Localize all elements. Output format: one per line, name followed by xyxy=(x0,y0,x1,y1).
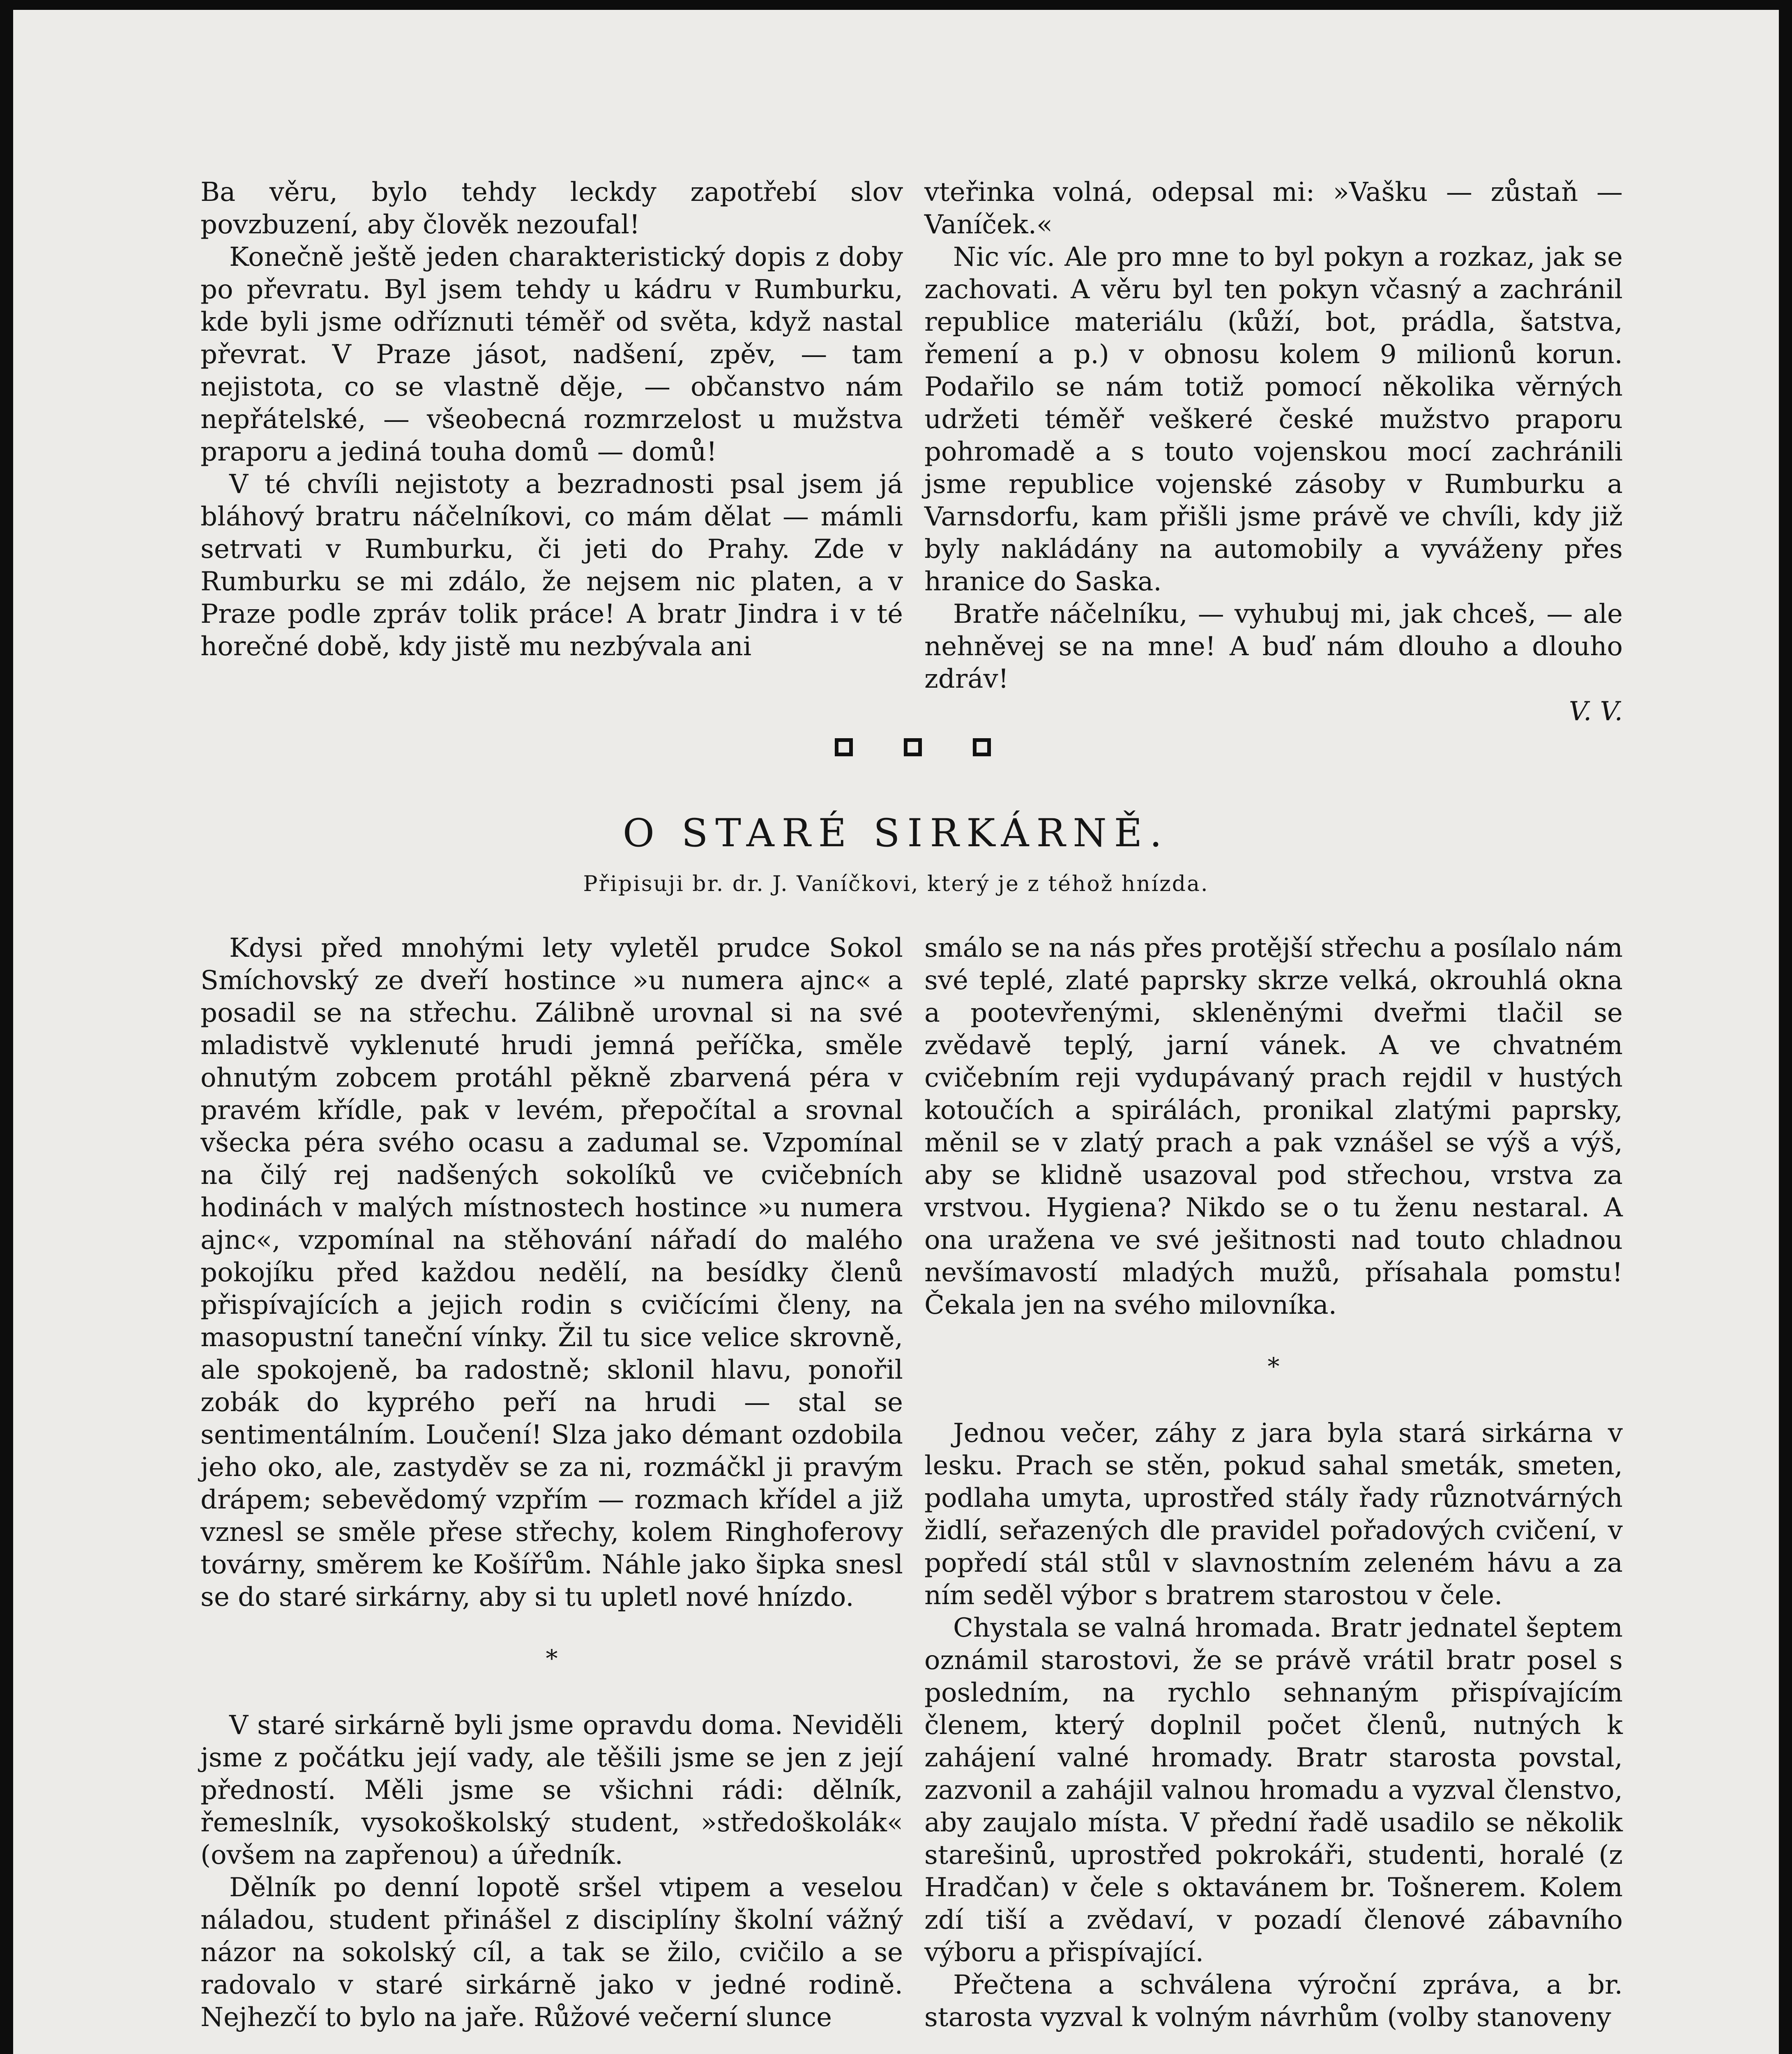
square-ornament-icon xyxy=(904,738,922,756)
paragraph: V staré sirkárně byli jsme opravdu doma. Neviděli jsme z počátku její vady, ale těšili jsme se jen z její předností. Měli jsme se všichni rádi: dělník, řemeslník, vysokoškolský student, »středoškolák« (ovšem na zapřenou) a úředník. xyxy=(200,1710,903,1870)
asterisk-divider: * xyxy=(1267,1352,1280,1380)
paragraph: smálo se na nás přes protější střechu a posílalo nám své teplé, zlaté paprsky skrze velká, okrouhlá okna a pootevřenými, skleněnými dveřmi tlačil se zvědavě teplý, jarní vánek. A ve chvatném cvičebním reji vydupávaný prach rejdil v hustých kotoučích a spirálách, pronikal zlatými paprsky, měnil se v zlatý prach a pak vznášel se výš a výš, aby se klidně usazoval pod střechou, vrstva za vrstvou. Hygiena? Nikdo se o tu ženu nestaral. A ona uražena ve své ješitnosti nad touto chladnou nevšímavostí mladých mužů, přísahala pomstu! Čekala jen na svého milovníka. xyxy=(924,933,1623,1320)
paragraph: Kdysi před mnohými lety vyletěl prudce Sokol Smíchovský ze dveří hostince »u numera ajnc« a posadil se na střechu. Zálibně urovnal si na své mladistvě vyklenuté hrudi jemná peříčka, směle ohnutým zobcem protáhl pěkně zbarvená péra v pravém křídle, pak v levém, přepočítal a srovnal všecka péra svého ocasu a zadumal se. Vzpomínal na čilý rej nadšených sokolíků ve cvičebních hodinách v malých místnostech hostince »u numera ajnc«, vzpomínal na stěhování nářadí do malého pokojíku před každou nedělí, na besídky členů přispívajících a jejich rodin s cvičícími členy, na masopustní taneční vínky. Žil tu sice velice skrovně, ale spokojeně, ba radostně; sklonil hlavu, ponořil zobák do kyprého peří na hrudi — stal se sentimentálním. Loučení! Slza jako démant ozdobila jeho oko, ale, zastyděv se za ni, rozmáčkl ji pravým drápem; sebevědomý vzpřím — rozmach křídel a již vznesl se směle přese střechy, kolem Ringhoferovy továrny, směrem ke Košířům. Náhle jako šipka snesl se do staré sirkárny, aby si tu upletl nové hnízdo. xyxy=(200,933,903,1612)
top-left-column xyxy=(200,176,903,663)
square-ornament-icon xyxy=(973,738,991,756)
signature: V. V. xyxy=(1569,696,1623,727)
paragraph: Konečně ještě jeden charakteristický dopis z doby po převratu. Byl jsem tehdy u kádru v Rumburku, kde byli jsme odříznuti téměř od světa, když nastal převrat. V Praze jásot, nadšení, zpěv, — tam nejistota, co se vlastně děje, — občanstvo nám nepřátelské, — všeobecná rozmrzelost u mužstva praporu a jediná touha domů — domů! xyxy=(200,242,903,467)
paragraph: Bratře náčelníku, — vyhubuj mi, jak chceš, — ale nehněvej se na mne! A buď nám dlouho a dlouho zdráv! xyxy=(924,599,1623,694)
paragraph: V té chvíli nejistoty a bezradnosti psal jsem já bláhový bratru náčelníkovi, co mám dělat — mámli setrvati v Rumburku, či jeti do Prahy. Zde v Rumburku se mi zdálo, že nejsem nic platen, a v Praze podle zpráv tolik práce! A bratr Jindra i v té horečné době, kdy jistě mu nezbývala ani xyxy=(200,469,903,662)
paragraph: Přečtena a schválena výroční zpráva, a br. starosta vyzval k volným návrhům (volby stanoveny xyxy=(924,1970,1623,2033)
page-sheet xyxy=(13,10,1779,2054)
article-right-column xyxy=(924,932,1623,2034)
square-ornament-icon xyxy=(835,738,853,756)
paragraph: vteřinka volná, odepsal mi: »Vašku — zůstaň — Vaníček.« xyxy=(924,177,1623,240)
paragraph: Chystala se valná hromada. Bratr jednatel šeptem oznámil starostovi, že se právě vrátil bratr posel s posledním, na rychlo sehnaným přispívajícím členem, který doplnil počet členů, nutných k zahájení valné hromady. Bratr starosta povstal, zazvonil a zahájil valnou hromadu a vyzval členstvo, aby zaujalo místa. V přední řadě usadilo se několik starešinů, uprostřed pokrokáři, studenti, horalé (z Hradčan) v čele s oktavánem br. Tošnerem. Kolem zdí tiší a zvědaví, v pozadí členové zábavního výboru a přispívající. xyxy=(924,1613,1623,1968)
paragraph: Nic víc. Ale pro mne to byl pokyn a rozkaz, jak se zachovati. A věru byl ten pokyn včasný a zachránil republice materiálu (kůží, bot, prádla, šatstva, řemení a p.) v obnosu kolem 9 milionů korun. Podařilo se nám totiž pomocí několika věrných udržeti téměř veškeré české mužstvo praporu pohromadě a s touto vojenskou mocí zachránili jsme republice vojenské zásoby v Rumburku a Varnsdorfu, kam přišli jsme právě ve chvíli, kdy již byly nakládány na automobily a vyváženy přes hranice do Saska. xyxy=(924,242,1623,597)
section-separator xyxy=(835,733,991,762)
article-left-column xyxy=(200,932,903,2034)
paragraph: Ba věru, bylo tehdy leckdy zapotřebí slov povzbuzení, aby člověk nezoufal! xyxy=(200,177,903,240)
paragraph: Dělník po denní lopotě sršel vtipem a veselou náladou, student přinášel z disciplíny školní vážný názor na sokolský cíl, a tak se žilo, cvičilo a se radovalo v staré sirkárně jako v jedné rodině. Nejhezčí to bylo na jaře. Růžové večerní slunce xyxy=(200,1872,903,2033)
paragraph: Jednou večer, záhy z jara byla stará sirkárna v lesku. Prach se stěn, pokud sahal smeták, smeten, podlaha umyta, uprostřed stály řady různotvárných židlí, seřazených dle pravidel pořadových cvičení, v popředí stál stůl v slavnostním zeleném hávu a za ním seděl výbor s bratrem starostou v čele. xyxy=(924,1418,1623,1611)
article-dedication: Připisuji br. dr. J. Vaníčkovi, který je z téhož hnízda. xyxy=(583,872,1209,896)
asterisk-divider: * xyxy=(546,1644,558,1672)
article-title: O STARÉ SIRKÁRNĚ. xyxy=(622,811,1170,856)
top-right-column xyxy=(924,176,1623,728)
